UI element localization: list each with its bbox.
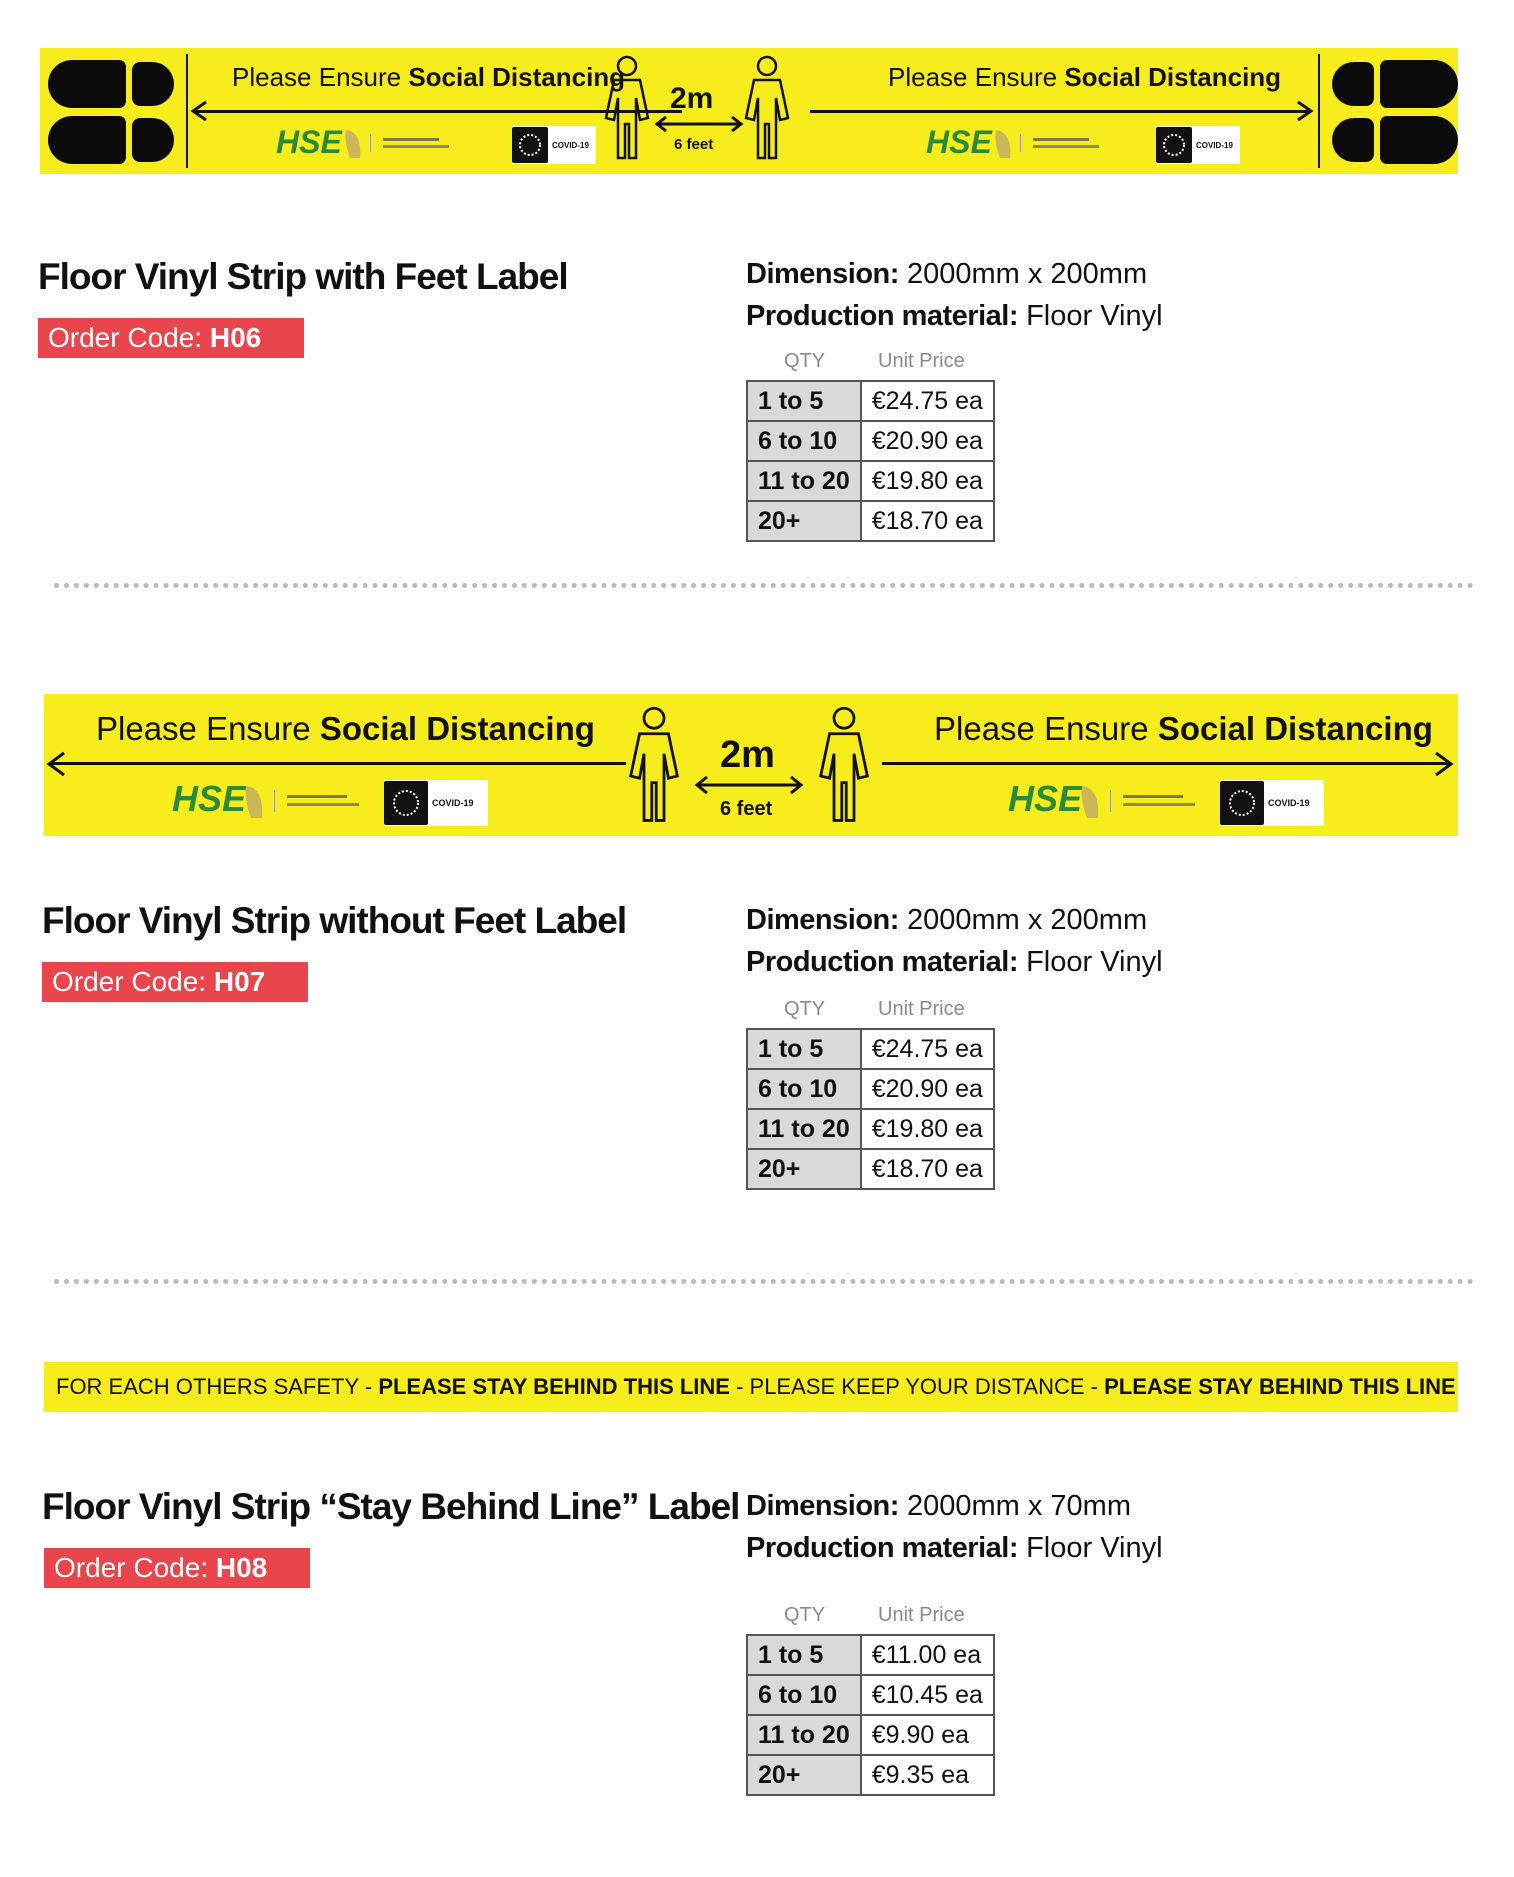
- harp-icon: [1078, 784, 1102, 820]
- qty-cell: 1 to 5: [747, 1635, 861, 1675]
- qty-header: QTY: [784, 1604, 826, 1626]
- covid-19-logo: COVID-19: [384, 780, 488, 826]
- qty-header: QTY: [784, 350, 826, 372]
- distance-label: 2m: [720, 734, 775, 776]
- footprint-icon: [1380, 60, 1458, 108]
- qty-cell: 6 to 10: [747, 421, 861, 461]
- covid-19-logo: COVID-19: [1156, 126, 1240, 164]
- price-table: [746, 380, 995, 542]
- covid-19-logo: COVID-19: [512, 126, 596, 164]
- qty-header: QTY: [784, 998, 826, 1020]
- price-cell: €9.35 ea: [861, 1755, 994, 1795]
- qty-cell: 1 to 5: [747, 1029, 861, 1069]
- table-row: [747, 1109, 994, 1149]
- table-row: [747, 1069, 994, 1109]
- hse-logo: HSE: [926, 124, 992, 160]
- price-cell: €24.75 ea: [861, 381, 994, 421]
- dimension-spec: Dimension: 2000mm x 70mm: [746, 1490, 1131, 1522]
- qty-cell: 11 to 20: [747, 1715, 861, 1755]
- table-row: [747, 501, 994, 541]
- qty-cell: 20+: [747, 1755, 861, 1795]
- qty-cell: 11 to 20: [747, 1109, 861, 1149]
- distance-sub-label: 6 feet: [674, 136, 714, 153]
- price-cell: €24.75 ea: [861, 1029, 994, 1069]
- product-title: Floor Vinyl Strip with Feet Label: [38, 256, 568, 297]
- distance-label: 2m: [670, 82, 714, 115]
- table-row: [747, 1149, 994, 1189]
- hse-logo: HSE: [1008, 778, 1083, 819]
- footprint-icon: [1332, 118, 1374, 162]
- qty-cell: 11 to 20: [747, 461, 861, 501]
- price-cell: €18.70 ea: [861, 501, 994, 541]
- footprint-icon: [48, 60, 126, 108]
- arrow-head-left-icon: [190, 100, 208, 122]
- arrow-head-left-icon: [46, 751, 66, 777]
- banner-text-left: Please Ensure Social Distancing: [96, 710, 595, 747]
- unit-price-header: Unit Price: [878, 1604, 965, 1626]
- dimension-spec: Dimension: 2000mm x 200mm: [746, 904, 1148, 936]
- price-cell: €20.90 ea: [861, 1069, 994, 1109]
- price-cell: €20.90 ea: [861, 421, 994, 461]
- dimension-spec: Dimension: 2000mm x 200mm: [746, 258, 1148, 290]
- material-spec: Production material: Floor Vinyl: [746, 300, 1163, 332]
- banner-text-right: Please Ensure Social Distancing: [888, 62, 1282, 92]
- table-row: [747, 1675, 994, 1715]
- qty-cell: 1 to 5: [747, 381, 861, 421]
- table-row: [747, 381, 994, 421]
- qty-cell: 20+: [747, 1149, 861, 1189]
- table-row: [747, 1635, 994, 1675]
- footprint-icon: [48, 116, 126, 164]
- floor-strip-banner-with-feet: [40, 48, 1458, 174]
- harp-icon: [992, 128, 1014, 160]
- government-logo: [370, 134, 461, 152]
- order-code-badge: Order Code: H07: [42, 962, 308, 1002]
- price-cell: €9.90 ea: [861, 1715, 994, 1755]
- table-row: [747, 1715, 994, 1755]
- price-table: [746, 1634, 995, 1796]
- footprint-icon: [132, 62, 174, 106]
- product-title: Floor Vinyl Strip “Stay Behind Line” Label: [42, 1486, 740, 1527]
- double-arrow-icon: [654, 116, 744, 132]
- arrow-left: [50, 762, 626, 765]
- qty-cell: 6 to 10: [747, 1069, 861, 1109]
- covid-19-logo: COVID-19: [1220, 780, 1324, 826]
- distance-sub-label: 6 feet: [720, 798, 773, 820]
- price-cell: €11.00 ea: [861, 1635, 994, 1675]
- government-logo: [1110, 790, 1207, 812]
- price-cell: €19.80 ea: [861, 1109, 994, 1149]
- table-row: [747, 1029, 994, 1069]
- qty-cell: 6 to 10: [747, 1675, 861, 1715]
- arrow-head-right-icon: [1434, 751, 1454, 777]
- unit-price-header: Unit Price: [878, 350, 965, 372]
- price-cell: €10.45 ea: [861, 1675, 994, 1715]
- person-icon: [740, 54, 794, 164]
- arrow-right: [810, 110, 1310, 113]
- footprint-icon: [1380, 116, 1458, 164]
- table-row: [747, 461, 994, 501]
- banner-text-right: Please Ensure Social Distancing: [934, 710, 1433, 747]
- table-row: [747, 1755, 994, 1795]
- arrow-head-right-icon: [1296, 100, 1314, 122]
- hse-logo: HSE: [172, 778, 247, 819]
- government-logo: [1020, 134, 1111, 152]
- harp-icon: [242, 784, 266, 820]
- harp-icon: [342, 128, 364, 160]
- table-row: [747, 421, 994, 461]
- order-code-badge: Order Code: H06: [38, 318, 304, 358]
- person-icon: [624, 704, 684, 828]
- person-icon: [814, 704, 874, 828]
- material-spec: Production material: Floor Vinyl: [746, 1532, 1163, 1564]
- hse-logo: HSE: [276, 124, 342, 160]
- arrow-right: [882, 762, 1448, 765]
- government-logo: [274, 790, 371, 812]
- unit-price-header: Unit Price: [878, 998, 965, 1020]
- double-arrow-icon: [694, 776, 804, 794]
- footprint-icon: [1332, 62, 1374, 106]
- dotted-divider: [54, 583, 1474, 588]
- price-cell: €18.70 ea: [861, 1149, 994, 1189]
- floor-strip-banner-without-feet: [44, 694, 1458, 836]
- divider-line: [1318, 54, 1320, 168]
- divider-line: [186, 54, 188, 168]
- stay-behind-line-banner: [44, 1362, 1458, 1412]
- price-cell: €19.80 ea: [861, 461, 994, 501]
- order-code-badge: Order Code: H08: [44, 1548, 310, 1588]
- price-table: [746, 1028, 995, 1190]
- product-title: Floor Vinyl Strip without Feet Label: [42, 900, 627, 941]
- footprint-icon: [132, 118, 174, 162]
- qty-cell: 20+: [747, 501, 861, 541]
- stay-behind-line-text: FOR EACH OTHERS SAFETY - PLEASE STAY BEHIND THIS LINE - PLEASE KEEP YOUR DISTANCE - PLEASE STAY BEHIND THIS LINE: [56, 1374, 1456, 1399]
- banner-text-left: Please Ensure Social Distancing: [232, 62, 626, 92]
- dotted-divider: [54, 1279, 1474, 1284]
- material-spec: Production material: Floor Vinyl: [746, 946, 1163, 978]
- person-icon: [600, 54, 654, 164]
